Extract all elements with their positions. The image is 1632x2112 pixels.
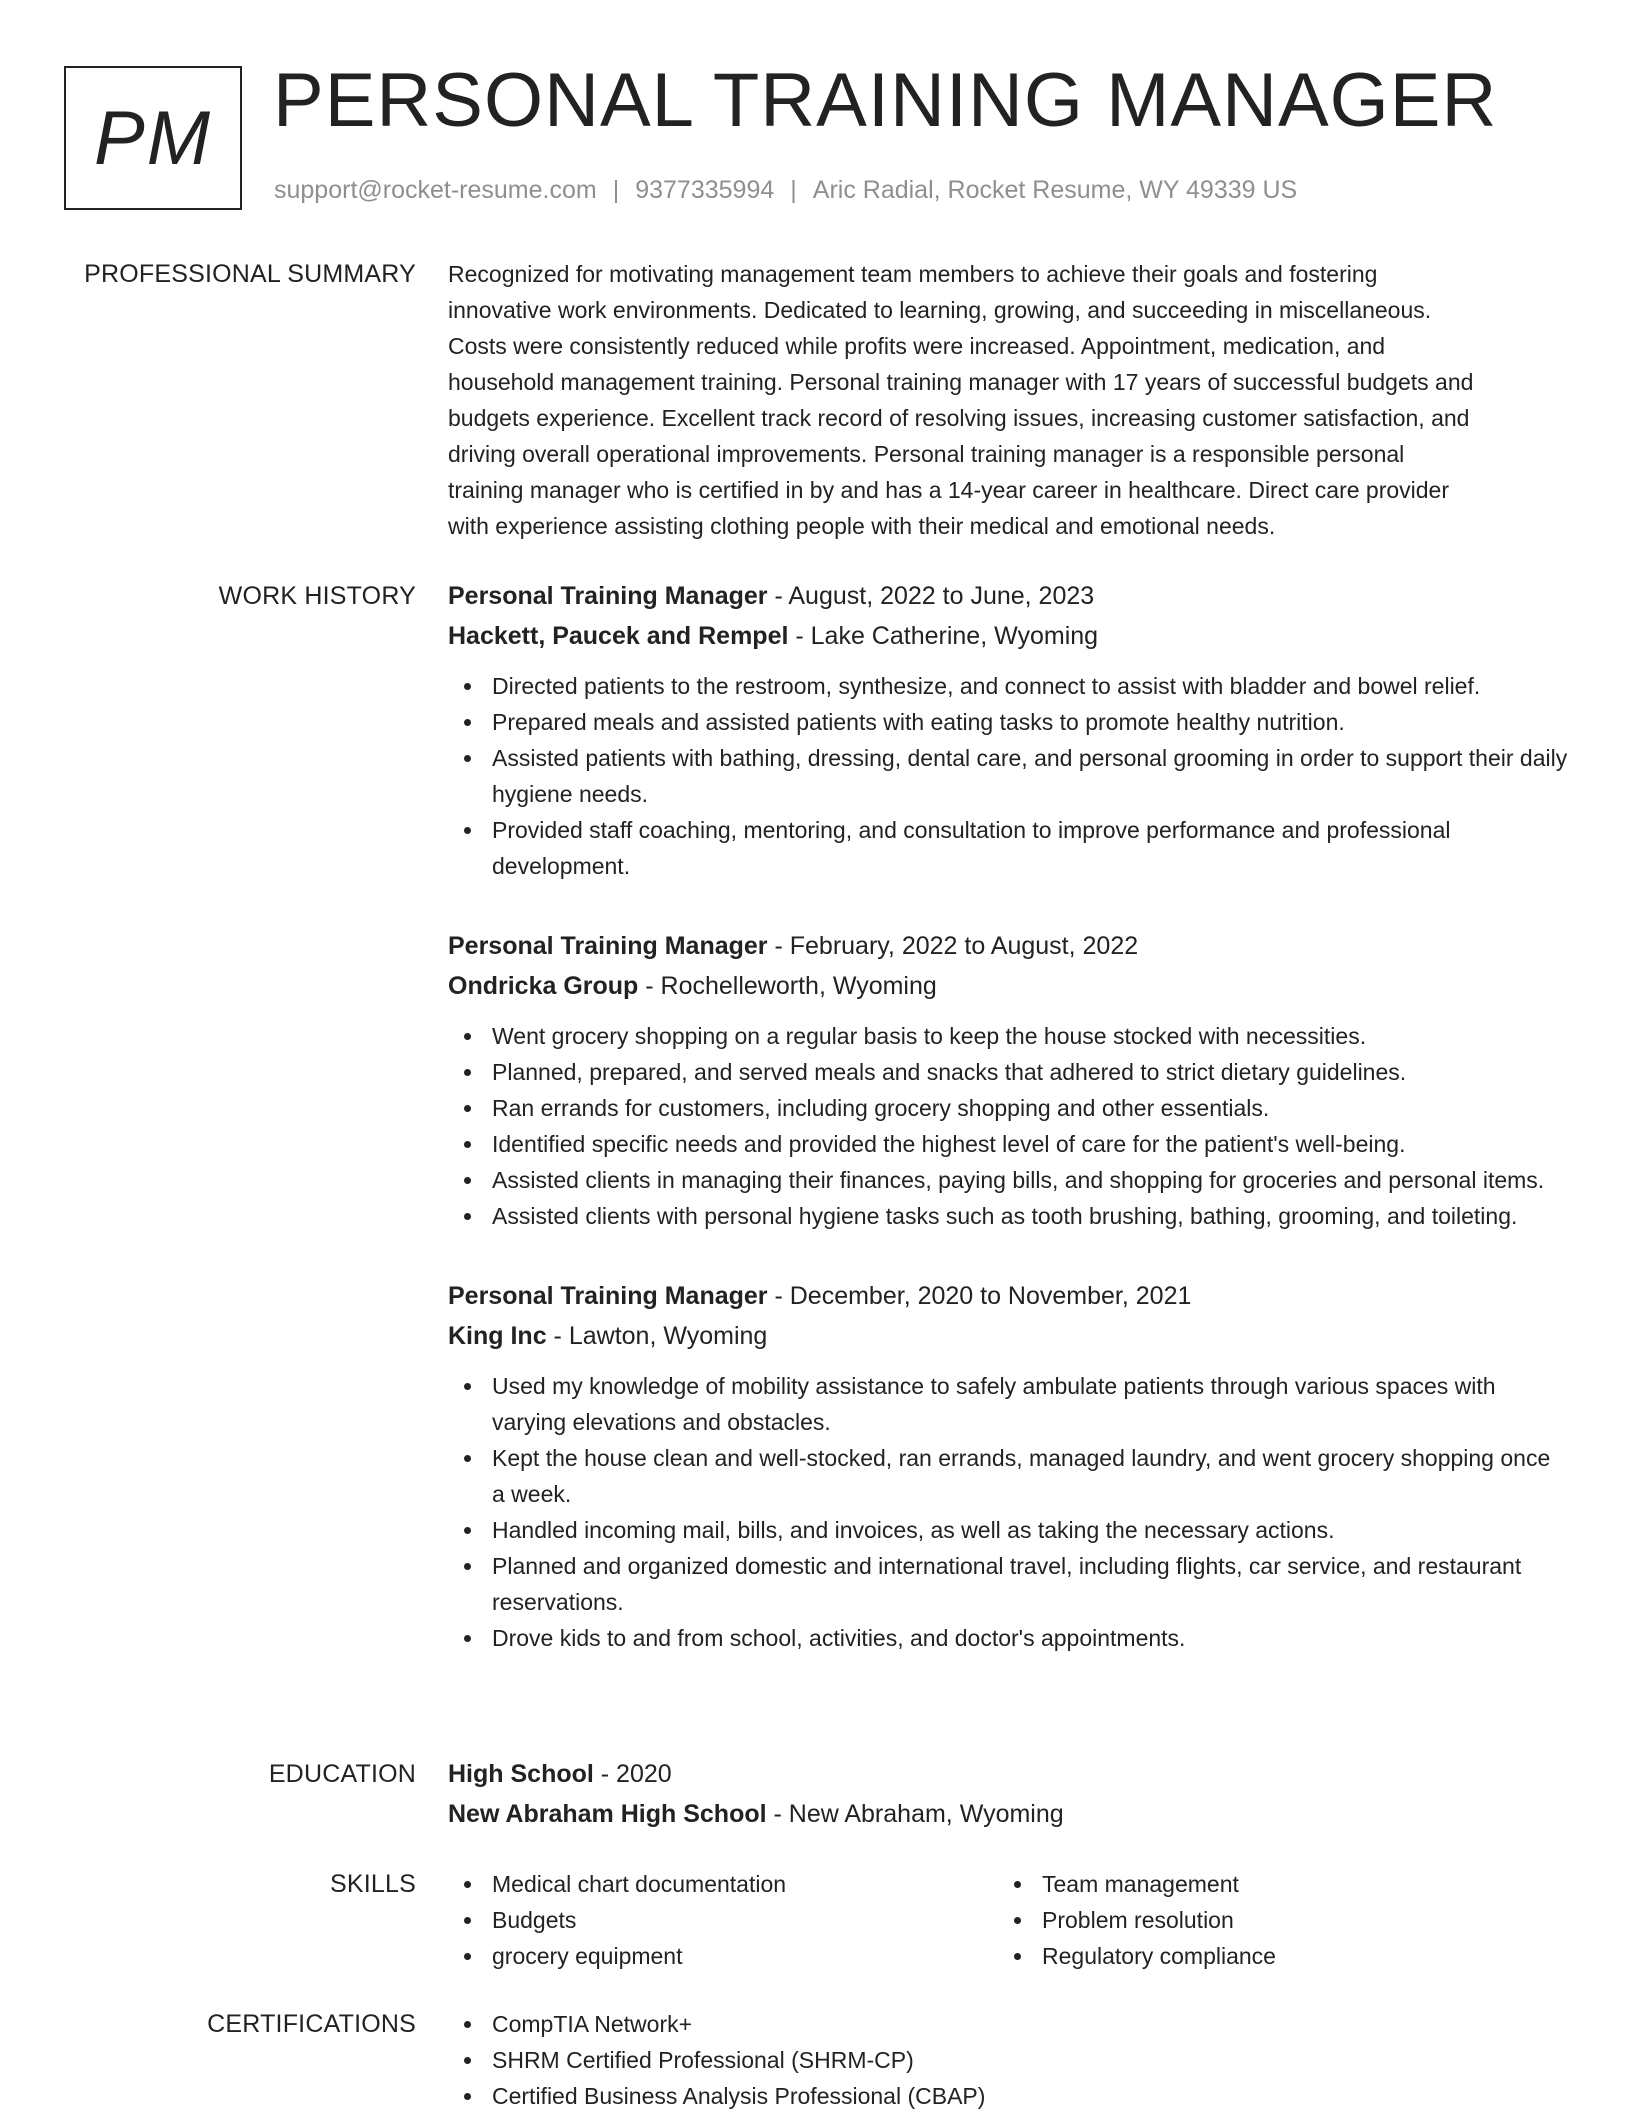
job-title: Personal Training Manager (448, 1282, 768, 1310)
monogram-initials: PM (94, 95, 212, 181)
job-bullets (448, 668, 1568, 884)
job-dates: - August, 2022 to June, 2023 (767, 582, 1095, 610)
contact-separator: | (612, 176, 620, 204)
education-year: - 2020 (593, 1760, 672, 1788)
section-label-education: EDUCATION (268, 1760, 416, 1788)
section-label-work: WORK HISTORY (218, 582, 416, 610)
skill-item: Budgets (448, 1902, 998, 1938)
bullet-item: Planned and organized domestic and international travel, including flights, car service, and restaurant reservations. (448, 1548, 1568, 1620)
education-school: New Abraham High School (448, 1800, 767, 1828)
bullet-item: Assisted patients with bathing, dressing, dental care, and personal grooming in order to support their daily hygiene needs. (448, 740, 1568, 812)
work-history-body (448, 576, 1568, 1698)
job-location: - Lake Catherine, Wyoming (788, 622, 1099, 650)
education-degree-line (448, 1754, 1568, 1794)
job-bullets (448, 1368, 1568, 1656)
job-title: Personal Training Manager (448, 932, 768, 960)
education-school-line (448, 1794, 1568, 1834)
section-label-skills: SKILLS (330, 1870, 416, 1898)
bullet-item: Planned, prepared, and served meals and snacks that adhered to strict dietary guidelines. (448, 1054, 1568, 1090)
summary-text (448, 256, 1568, 544)
monogram-badge (64, 66, 242, 210)
job-company: Ondricka Group (448, 972, 639, 1000)
certifications-body (448, 2006, 1568, 2112)
summary-line: household management training. Personal training manager with 17 years of successful budgets and (448, 369, 1474, 395)
skill-item: Medical chart documentation (448, 1866, 998, 1902)
bullet-item: Kept the house clean and well-stocked, ran errands, managed laundry, and went grocery shopping once a week. (448, 1440, 1568, 1512)
job-company-line (448, 966, 1568, 1006)
job-entry (448, 576, 1568, 884)
summary-line: budgets experience. Excellent track record of resolving issues, increasing customer satisfaction, and (448, 405, 1470, 431)
certification-item: SHRM Certified Professional (SHRM-CP) (448, 2042, 1568, 2078)
job-dates: - February, 2022 to August, 2022 (767, 932, 1139, 960)
job-title-line (448, 1276, 1568, 1316)
bullet-item: Provided staff coaching, mentoring, and consultation to improve performance and professional development. (448, 812, 1568, 884)
certification-item: CompTIA Network+ (448, 2006, 1568, 2042)
summary-line: Recognized for motivating management team members to achieve their goals and fostering (448, 261, 1378, 287)
bullet-item: Ran errands for customers, including grocery shopping and other essentials. (448, 1090, 1568, 1126)
education-location: - New Abraham, Wyoming (766, 1800, 1064, 1828)
bullet-item: Handled incoming mail, bills, and invoices, as well as taking the necessary actions. (448, 1512, 1568, 1548)
summary-line: driving overall operational improvements. Personal training manager is a responsible personal (448, 441, 1405, 467)
job-title: Personal Training Manager (448, 582, 768, 610)
job-company-line (448, 1316, 1568, 1356)
job-company-line (448, 616, 1568, 656)
skill-item: Team management (998, 1866, 1548, 1902)
education-degree: High School (448, 1760, 594, 1788)
job-title-line (448, 926, 1568, 966)
bullet-item: Prepared meals and assisted patients with eating tasks to promote healthy nutrition. (448, 704, 1568, 740)
job-company: King Inc (448, 1322, 547, 1350)
skill-item: grocery equipment (448, 1938, 998, 1974)
bullet-item: Identified specific needs and provided the highest level of care for the patient's well-being. (448, 1126, 1568, 1162)
contact-line (274, 174, 1297, 206)
summary-line: with experience assisting clothing people with their medical and emotional needs. (448, 513, 1276, 539)
skills-body (448, 1866, 1568, 1974)
resume-title: PERSONAL TRAINING MANAGER (273, 58, 1498, 143)
contact-address: Aric Radial, Rocket Resume, WY 49339 US (812, 176, 1298, 204)
contact-email[interactable]: support@rocket-resume.com (274, 176, 597, 204)
summary-line: innovative work environments. Dedicated to learning, growing, and succeeding in miscellaneous. (448, 297, 1432, 323)
skill-item: Regulatory compliance (998, 1938, 1548, 1974)
bullet-item: Used my knowledge of mobility assistance to safely ambulate patients through various spaces with varying elevations and obstacles. (448, 1368, 1568, 1440)
bullet-item: Drove kids to and from school, activities, and doctor's appointments. (448, 1620, 1568, 1656)
job-location: - Lawton, Wyoming (546, 1322, 768, 1350)
section-label-summary: PROFESSIONAL SUMMARY (84, 260, 416, 288)
bullet-item: Assisted clients with personal hygiene tasks such as tooth brushing, bathing, grooming, and toileting. (448, 1198, 1568, 1234)
job-entry (448, 1276, 1568, 1656)
summary-line: training manager who is certified in by and has a 14-year career in healthcare. Direct care provider (448, 477, 1450, 503)
bullet-item: Assisted clients in managing their finances, paying bills, and shopping for groceries and personal items. (448, 1162, 1568, 1198)
section-label-certifications: CERTIFICATIONS (207, 2010, 416, 2038)
contact-separator: | (790, 176, 797, 204)
certification-item: Certified Business Analysis Professional (CBAP) (448, 2078, 1568, 2112)
contact-phone[interactable]: 9377335994 (635, 176, 775, 204)
bullet-item: Went grocery shopping on a regular basis to keep the house stocked with necessities. (448, 1018, 1568, 1054)
job-entry (448, 926, 1568, 1234)
summary-line: Costs were consistently reduced while profits were increased. Appointment, medication, and (448, 333, 1386, 359)
bullet-item: Directed patients to the restroom, synthesize, and connect to assist with bladder and bowel relief. (448, 668, 1568, 704)
skills-list-right (998, 1866, 1548, 1974)
job-location: - Rochelleworth, Wyoming (638, 972, 937, 1000)
skill-item: Problem resolution (998, 1902, 1548, 1938)
skills-list-left (448, 1866, 998, 1974)
job-bullets (448, 1018, 1568, 1234)
job-company: Hackett, Paucek and Rempel (448, 622, 789, 650)
job-title-line (448, 576, 1568, 616)
job-dates: - December, 2020 to November, 2021 (767, 1282, 1192, 1310)
education-body (448, 1754, 1568, 1834)
certifications-list (448, 2006, 1568, 2112)
